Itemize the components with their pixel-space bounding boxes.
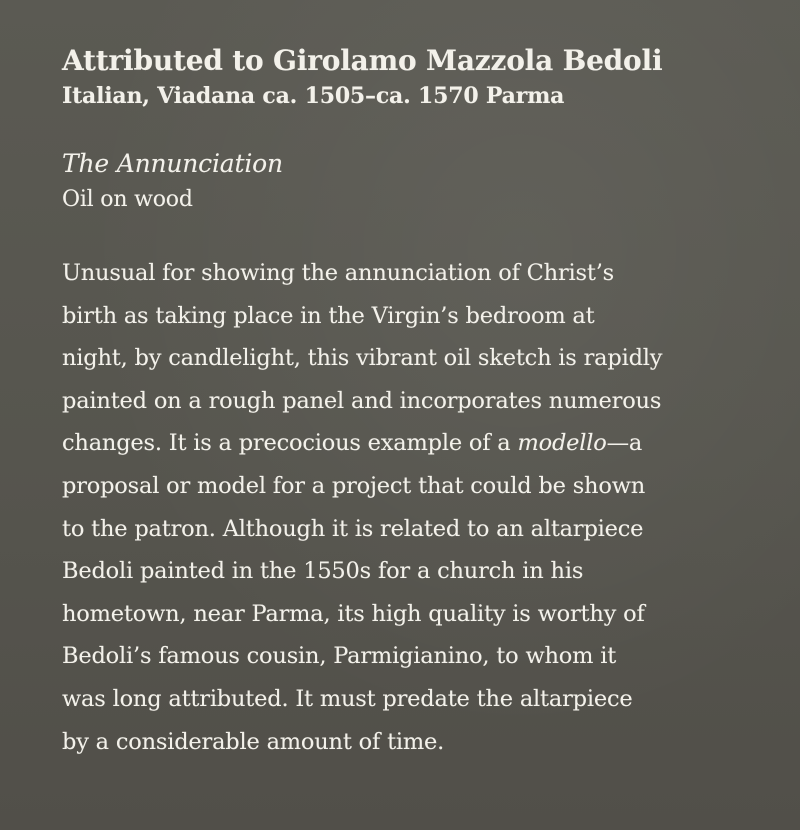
description-line [62, 422, 750, 465]
artwork-medium: Oil on wood [62, 187, 193, 212]
description-line: by a considerable amount of time. [62, 728, 445, 755]
artist-origin: Italian, Viadana ca. 1505–ca. 1570 Parma [62, 83, 565, 109]
description-line: birth as taking place in the Virgin’s bedroom at [62, 302, 595, 329]
artwork-description [62, 252, 750, 763]
description-text: —a [606, 430, 643, 457]
description-line: Unusual for showing the annunciation of Christ’s [62, 260, 614, 286]
description-line: hometown, near Parma, its high quality is worthy of [62, 600, 645, 627]
description-line: was long attributed. It must predate the altarpiece [62, 685, 633, 712]
description-line: painted on a rough panel and incorporates numerous [62, 387, 662, 414]
artist-name: Attributed to Girolamo Mazzola Bedoli [62, 44, 663, 77]
description-text: changes. It is a precocious example of a [62, 430, 518, 457]
description-line: to the patron. Although it is related to an altarpiece [62, 515, 644, 542]
description-italic-term: modello [517, 430, 607, 457]
description-line: Bedoli’s famous cousin, Parmigianino, to whom it [62, 643, 617, 670]
description-line: night, by candlelight, this vibrant oil sketch is rapidly [62, 345, 663, 372]
description-line: Bedoli painted in the 1550s for a church in his [62, 558, 584, 585]
description-line: proposal or model for a project that could be shown [62, 472, 646, 499]
artwork-title: The Annunciation [62, 149, 283, 178]
